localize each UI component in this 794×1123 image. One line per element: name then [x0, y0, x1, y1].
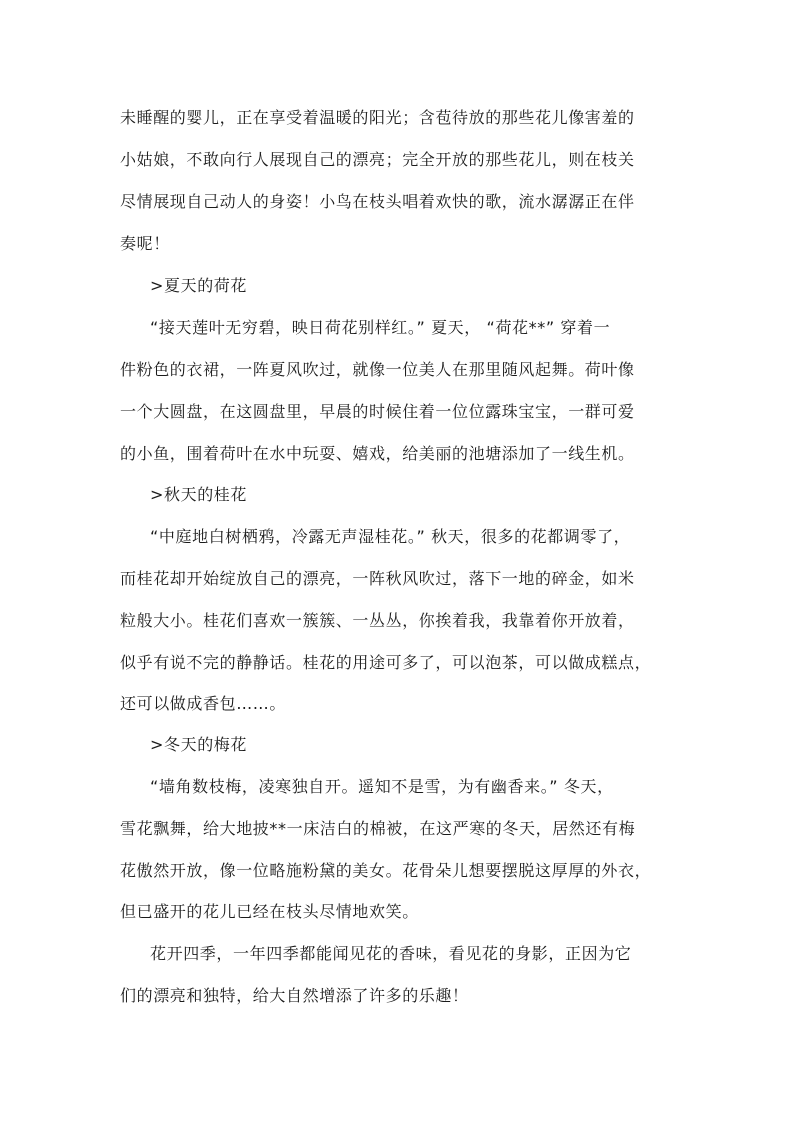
text-line: 的小鱼，围着荷叶在水中玩耍、嬉戏，给美丽的池塘添加了一线生机。	[120, 444, 635, 463]
text-line: 雪花飘舞，给大地披**一床洁白的棉被，在这严寒的冬天，居然还有梅	[120, 819, 636, 838]
text-line: 一个大圆盘，在这圆盘里，早晨的时候住着一位位露珠宝宝，一群可爱	[120, 402, 635, 421]
text-line: “墙角数枝梅，凌寒独自开。遥知不是雪，为有幽香来。” 冬天，	[150, 777, 614, 796]
text-line: 花开四季，一年四季都能闻见花的香味，看见花的身影，正因为它	[150, 944, 632, 963]
text-line: 件粉色的衣裙，一阵夏风吹过，就像一位美人在那里随风起舞。荷叶像	[120, 360, 635, 379]
section-heading-autumn: >秋天的桂花	[150, 485, 248, 504]
text-line: “接天莲叶无穷碧，映日荷花别样红。” 夏天， “荷花**” 穿着一	[150, 318, 611, 337]
text-line: 奏呢！	[120, 234, 170, 253]
text-line: 尽情展现自己动人的身姿！小鸟在枝头唱着欢快的歌，流水潺潺正在伴	[120, 192, 635, 211]
text-line: 花傲然开放，像一位略施粉黛的美女。花骨朵儿想要摆脱这厚厚的外衣，	[120, 861, 652, 880]
text-line: 还可以做成香包……。	[120, 694, 287, 713]
text-line: 但已盛开的花儿已经在枝头尽情地欢笑。	[120, 902, 419, 921]
text-line: 粒般大小。桂花们喜欢一簇簇、一丛丛，你挨着我，我靠着你开放着，	[120, 611, 635, 630]
text-line: 未睡醒的婴儿，正在享受着温暖的阳光；含苞待放的那些花儿像害羞的	[120, 108, 635, 127]
section-heading-winter: >冬天的梅花	[150, 735, 248, 754]
text-line: 小姑娘，不敢向行人展现自己的漂亮；完全开放的那些花儿，则在枝关	[120, 150, 635, 169]
text-line: 而桂花却开始绽放自己的漂亮，一阵秋风吹过，落下一地的碎金，如米	[120, 569, 635, 588]
section-heading-summer: >夏天的荷花	[150, 276, 248, 295]
text-line: 似乎有说不完的静静话。桂花的用途可多了，可以泡茶，可以做成糕点，	[120, 653, 652, 672]
text-line: 们的漂亮和独特，给大自然增添了许多的乐趣！	[120, 986, 469, 1005]
text-line: “中庭地白树栖鸦，冷露无声湿桂花。” 秋天，很多的花都调零了，	[150, 527, 631, 546]
